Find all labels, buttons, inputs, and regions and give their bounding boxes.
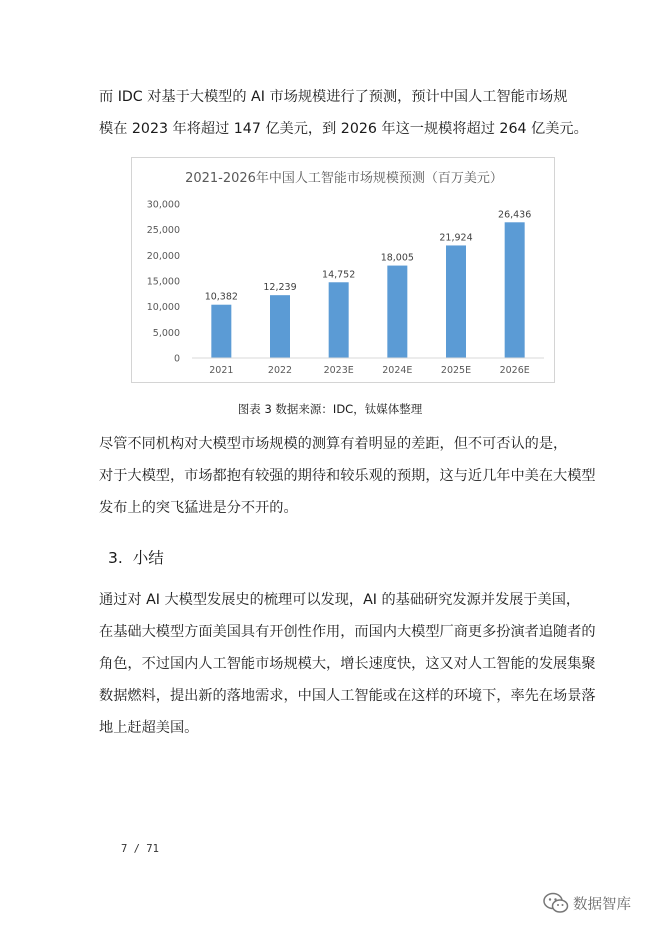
- paragraph-line: 角色，不过国内人工智能市场规模大，增长速度快，这又对人工智能的发展集聚: [99, 656, 596, 672]
- section-title: 小结: [132, 549, 164, 567]
- y-tick-label: 5,000: [152, 327, 180, 339]
- wechat-icon: [543, 891, 569, 915]
- bar-value-label: 12,239: [263, 282, 297, 294]
- y-tick-label: 15,000: [146, 276, 180, 288]
- paragraph-line: 数据燃料，提出新的落地需求，中国人工智能或在这样的环境下，率先在场景落: [99, 688, 596, 704]
- bar-value-label: 18,005: [380, 252, 414, 264]
- section-number: 3.: [108, 549, 123, 567]
- y-tick-label: 25,000: [146, 225, 180, 237]
- section-heading: [108, 546, 164, 568]
- paragraph-line: 尽管不同机构对大模型市场规模的测算有着明显的差距，但不可否认的是，: [99, 436, 568, 452]
- figure-caption: 图表 3 数据来源：IDC，钛媒体整理: [237, 402, 423, 416]
- bar: [387, 266, 407, 358]
- paragraph-line: 发布上的突飞猛进是分不开的。: [99, 500, 298, 516]
- watermark: [543, 891, 631, 915]
- y-tick-label: 20,000: [146, 250, 180, 262]
- paragraph-line: 通过对 AI 大模型发展史的梳理可以发现，AI 的基础研究发源并发展于美国，: [99, 592, 581, 608]
- chart-canvas: [132, 158, 556, 384]
- market-size-chart: [131, 157, 555, 383]
- bar: [329, 282, 349, 358]
- x-tick-label: 2025E: [440, 365, 472, 376]
- bar: [505, 222, 525, 358]
- x-tick-label: 2024E: [382, 365, 413, 376]
- x-tick-label: 2023E: [323, 365, 354, 376]
- watermark-text: 数据智库: [573, 896, 631, 913]
- intro-paragraph: [99, 81, 588, 145]
- bar-value-label: 26,436: [498, 209, 532, 221]
- x-axis: [192, 358, 544, 376]
- paragraph-line: 模在 2023 年将超过 147 亿美元，到 2026 年这一规模将超过 264 亿美元。: [99, 121, 588, 137]
- bar-value-label: 14,752: [322, 269, 356, 281]
- analysis-paragraph: [99, 428, 596, 524]
- bar-value-label: 10,382: [204, 291, 238, 303]
- page-number: 7 / 71: [121, 843, 159, 855]
- bar: [270, 295, 290, 358]
- summary-paragraph: [99, 584, 596, 744]
- paragraph-line: 在基础大模型方面美国具有开创性作用，而国内大模型厂商更多扮演者追随者的: [99, 624, 596, 640]
- chart-title: 2021-2026年中国人工智能市场规模预测（百万美元）: [185, 171, 503, 186]
- paragraph-line: 而 IDC 对基于大模型的 AI 市场规模进行了预测，预计中国人工智能市场规: [99, 89, 568, 105]
- bar-value-label: 21,924: [439, 232, 473, 244]
- bar: [211, 305, 231, 358]
- x-tick-label: 2026E: [499, 365, 530, 376]
- x-tick-label: 2022: [267, 365, 293, 376]
- bar-series: [205, 209, 532, 358]
- y-tick-label: 0: [173, 353, 180, 365]
- y-tick-label: 10,000: [146, 302, 180, 314]
- y-axis: [147, 200, 180, 365]
- paragraph-line: 地上赶超美国。: [99, 720, 199, 736]
- bar: [446, 245, 466, 358]
- paragraph-line: 对于大模型，市场都抱有较强的期待和较乐观的预期，这与近几年中美在大模型: [99, 468, 596, 484]
- x-tick-label: 2021: [209, 365, 234, 376]
- y-tick-label: 30,000: [146, 199, 180, 211]
